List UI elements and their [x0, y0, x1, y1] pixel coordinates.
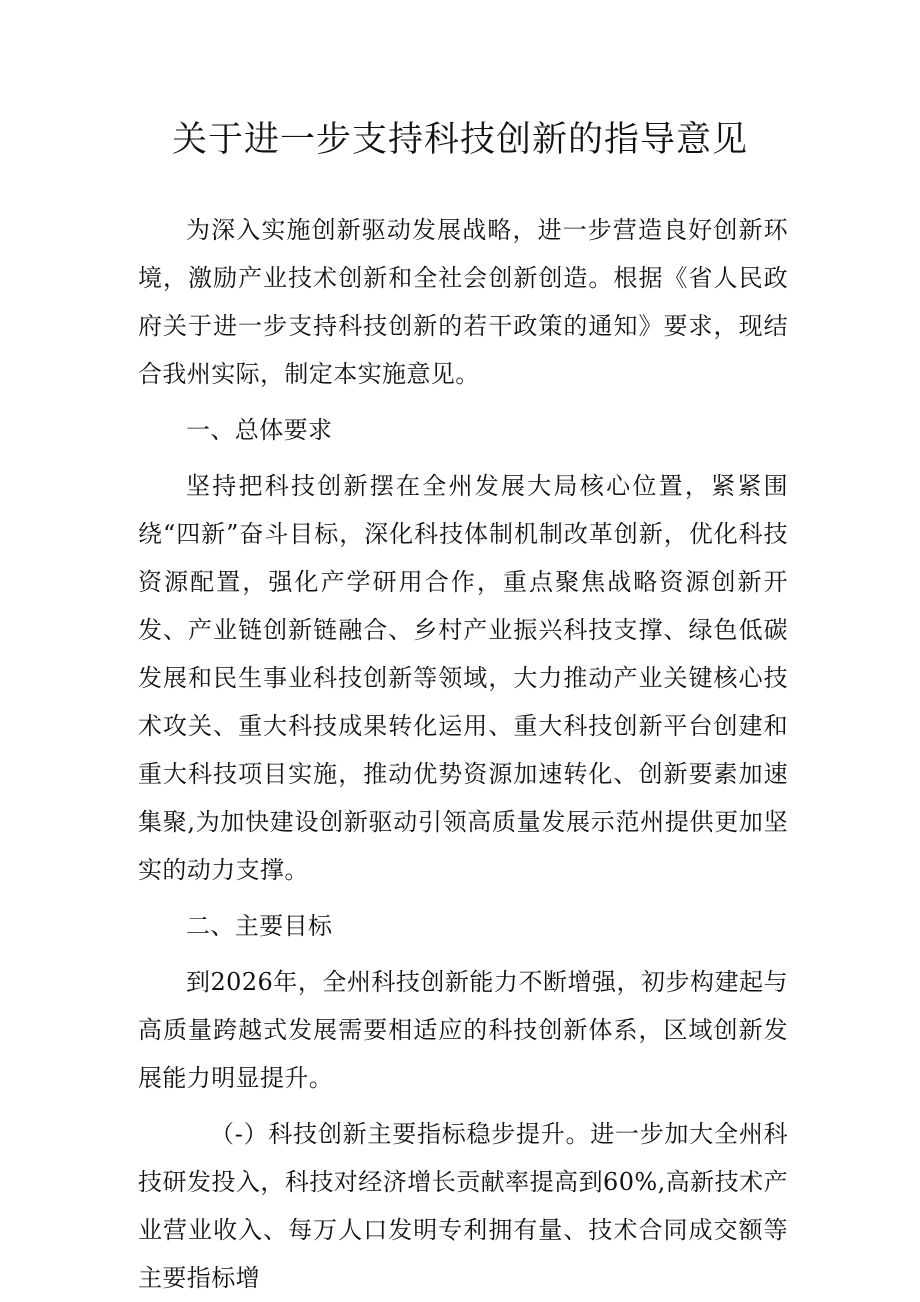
intro-paragraph: 为深入实施创新驱动发展战略，进一步营造良好创新环境，激励产业技术创新和全社会创新创造。根据《省人民政府关于进一步支持科技创新的若干政策的通知》要求，现结合我州实际，制定本实施意见。: [138, 216, 788, 388]
document-title: 关于进一步支持科技创新的指导意见: [171, 120, 748, 160]
main-goals-paragraph: 到2026年，全州科技创新能力不断增强，初步构建起与高质量跨越式发展需要相适应的科技创新体系，区域创新发展能力明显提升。: [138, 968, 788, 1092]
sub-item-indicators-paragraph: （-）科技创新主要指标稳步提升。进一步加大全州科技研发投入，科技对经济增长贡献率提高到60%,高新技术产业营业收入、每万人口发明专利拥有量、技术合同成交额等主要指标增: [138, 1120, 788, 1292]
general-requirements-paragraph: 坚持把科技创新摆在全州发展大局核心位置，紧紧围绕“四新”奋斗目标，深化科技体制机制改革创新，优化科技资源配置，强化产学研用合作，重点聚焦战略资源创新开发、产业链创新链融合、乡村产业振兴科技支撑、绿色低碳发展和民生事业科技创新等领域，大力推动产业关键核心技术攻关、重大科技成果转化运用、重大科技创新平台创建和重大科技项目实施，推动优势资源加速转化、创新要素加速集聚,为加快建设创新驱动引领高质量发展示范州提供更加坚实的动力支撑。: [138, 472, 788, 884]
section-heading-general-requirements: 一、总体要求: [186, 416, 333, 444]
document-body: [138, 206, 788, 1302]
section-heading-main-goals: 二、主要目标: [186, 912, 333, 940]
